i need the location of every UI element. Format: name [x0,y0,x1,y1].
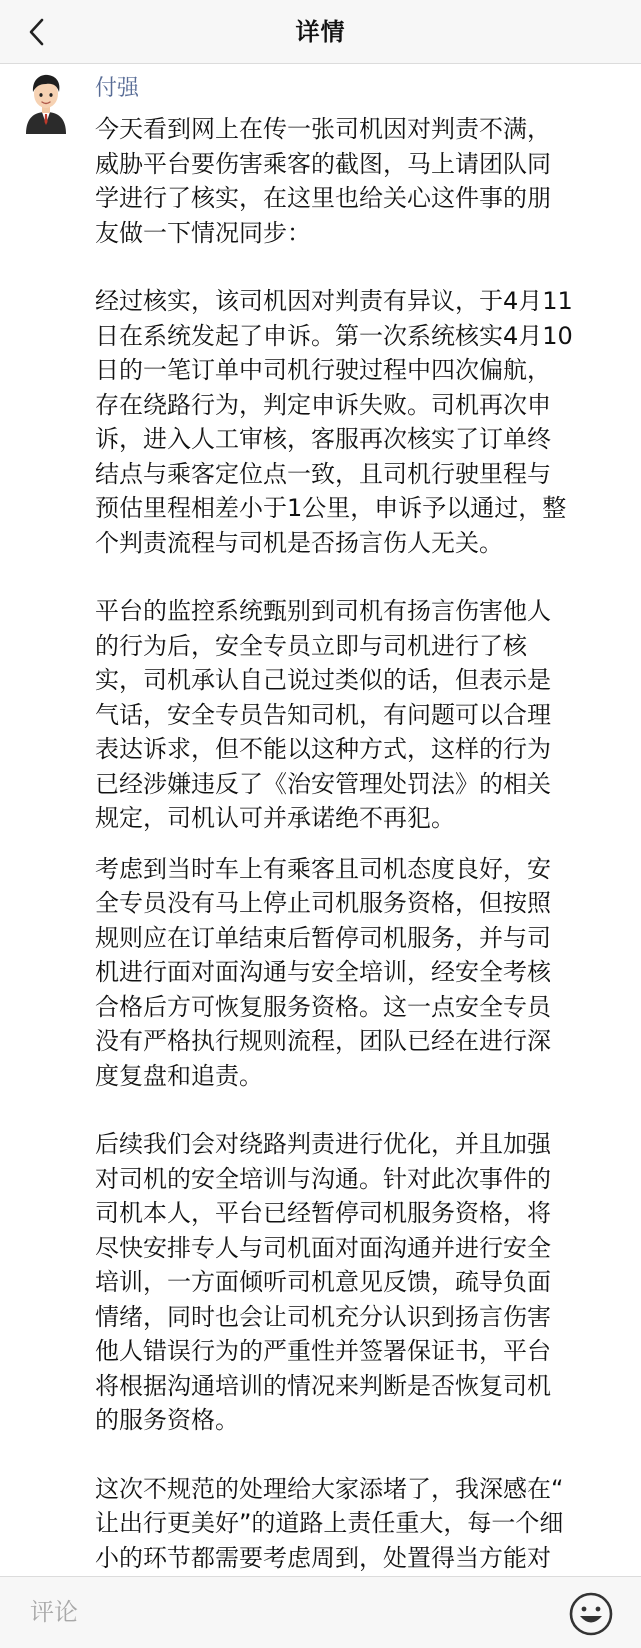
text-line: 友做一下情况同步： [95,218,311,247]
text-line: 日的一笔订单中司机行驶过程中四次偏航， [95,356,551,384]
text-line: 规定，司机认可并承诺绝不再犯。 [95,804,455,832]
text-line: 气话，安全专员告知司机，有问题可以合理 [95,700,551,729]
text-line: 实，司机承认自己说过类似的话，但表示是 [95,666,551,694]
text-line: 的行为后，安全专员立即与司机进行了核 [95,631,527,660]
text-line: 度复盘和追责。 [95,1061,263,1090]
text-line: 经过核实，该司机因对判责有异议，于4月11 [95,287,573,315]
paragraph-2 [95,284,615,560]
paragraph-4 [95,852,615,1094]
paragraph-1 [95,112,615,250]
text-line: 的服务资格。 [95,1406,239,1434]
text-line: 表达诉求，但不能以这种方式，这样的行为 [95,735,551,763]
text-line: 今天看到网上在传一张司机因对判责不满， [95,115,551,143]
text-line: 存在绕路行为，判定申诉失败。司机再次申 [95,390,551,419]
page-title: 详情 [295,18,346,46]
text-line: 司机本人，平台已经暂停司机服务资格，将 [95,1199,551,1227]
text-line: 将根据沟通培训的情况来判断是否恢复司机 [95,1371,551,1400]
user-avatar-icon [22,72,70,134]
post-content [0,64,641,1576]
text-line: 已经涉嫌违反了《治安管理处罚法》的相关 [95,769,551,798]
text-line: 结点与乘客定位点一致，且司机行驶里程与 [95,459,551,488]
text-line: 全专员没有马上停止司机服务资格，但按照 [95,889,551,917]
text-line: 诉，进入人工审核，客服再次核实了订单终 [95,425,551,453]
comment-bar [0,1576,641,1648]
text-line: 对司机的安全培训与沟通。针对此次事件的 [95,1164,551,1193]
text-line: 机进行面对面沟通与安全培训，经安全考核 [95,958,551,986]
text-line: 情绪，同时也会让司机充分认识到扬言伤害 [95,1302,551,1331]
text-line: 培训，一方面倾听司机意见反馈，疏导负面 [95,1268,551,1296]
author-name[interactable]: 付强 [95,76,140,101]
emoji-smile-icon [568,1591,614,1637]
text-line: 预估里程相差小于1公里，申诉予以通过，整 [95,494,567,522]
text-line: 合格后方可恢复服务资格。这一点安全专员 [95,992,551,1021]
text-line: 这次不规范的处理给大家添堵了，我深感在“ [95,1474,564,1503]
emoji-button[interactable] [568,1591,614,1637]
text-line: 学进行了核实，在这里也给关心这件事的朋 [95,184,551,212]
avatar[interactable] [22,72,70,134]
paragraph-3 [95,594,615,836]
comment-input[interactable] [12,1587,552,1637]
text-line: 他人错误行为的严重性并签署保证书，平台 [95,1337,551,1365]
text-line: 没有严格执行规则流程，团队已经在进行深 [95,1027,551,1055]
text-line: 个判责流程与司机是否扬言伤人无关。 [95,528,503,557]
text-line: 规则应在订单结束后暂停司机服务，并与司 [95,923,551,952]
text-line: 尽快安排专人与司机面对面沟通并进行安全 [95,1233,551,1262]
paragraph-5 [95,1127,615,1438]
text-line: 小的环节都需要考虑周到，处置得当方能对 [95,1543,551,1572]
post-body [95,112,615,1644]
text-line: 让出行更美好”的道路上责任重大，每一个细 [95,1509,564,1537]
text-line: 考虑到当时车上有乘客且司机态度良好，安 [95,854,551,883]
text-line: 日在系统发起了申诉。第一次系统核实4月10 [95,321,573,350]
text-line: 威胁平台要伤害乘客的截图，马上请团队同 [95,149,551,178]
nav-bar [0,0,641,64]
text-line: 后续我们会对绕路判责进行优化，并且加强 [95,1130,551,1158]
text-line: 平台的监控系统甄别到司机有扬言伤害他人 [95,597,551,625]
